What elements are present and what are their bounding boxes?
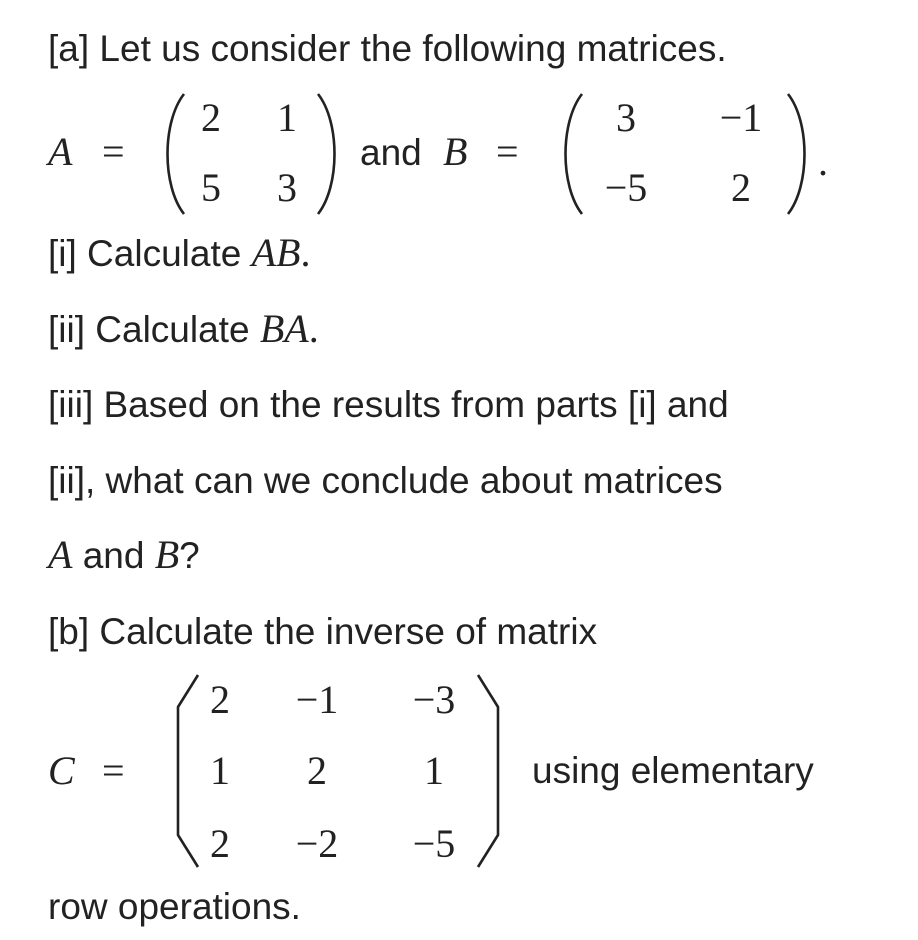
matrix-a-equals: = [102, 129, 125, 174]
matrix-b-period: . [818, 139, 828, 184]
matrix-a-cell: 3 [277, 165, 297, 210]
matrix-c-cell: 2 [307, 748, 327, 793]
matrix-b-cell: −1 [719, 95, 763, 140]
part-b-intro: [b] Calculate the inverse of matrix [48, 611, 598, 652]
question-iii-line1: [iii] Based on the results from parts [i] and [48, 384, 729, 425]
matrix-b-cell: 2 [731, 165, 751, 210]
matrix-c-cell: 2 [210, 821, 230, 866]
matrix-b-cell: −5 [604, 165, 648, 210]
matrix-c-equals: = [102, 748, 125, 793]
matrix-b-equals: = [496, 129, 519, 174]
question-iii-end: ? [179, 535, 200, 576]
question-i-expr: AB [251, 230, 301, 275]
matrix-c-cell: 1 [424, 748, 444, 793]
matrix-b-label: B [443, 129, 468, 174]
matrix-c-cell: −3 [412, 677, 456, 722]
matrix-c-cell: −1 [295, 677, 339, 722]
question-iii-line3 [48, 533, 200, 578]
question-iii-and: and [82, 535, 145, 576]
part-b-suffix: using elementary [532, 750, 814, 791]
question-i [48, 231, 310, 276]
question-i-period: . [300, 230, 311, 275]
matrix-c-cell: 2 [210, 677, 230, 722]
question-ii [48, 307, 319, 352]
matrix-c-cell: −5 [412, 821, 456, 866]
part-b-ending: row operations. [48, 886, 301, 927]
matrix-a-cell: 1 [277, 95, 297, 140]
matrix-a-right-paren [312, 92, 342, 216]
question-i-text: [i] Calculate [48, 233, 242, 274]
question-ii-text: [ii] Calculate [48, 309, 250, 350]
matrix-a-cell: 5 [201, 165, 221, 210]
matrix-b-right-paren [782, 92, 812, 216]
matrix-c-right-paren [474, 673, 508, 869]
matrix-b-cell: 3 [616, 95, 636, 140]
question-iii-b: B [154, 532, 180, 577]
matrix-a-label: A [48, 129, 73, 174]
part-a-intro: [a] Let us consider the following matrices. [48, 28, 727, 69]
matrix-c-cell: −2 [295, 821, 339, 866]
question-iii-line2: [ii], what can we conclude about matrices [48, 460, 723, 501]
question-iii-a: A [48, 532, 73, 577]
question-ii-expr: BA [259, 306, 309, 351]
question-ii-period: . [308, 306, 319, 351]
matrix-c-label: C [48, 748, 75, 793]
matrix-b-left-paren [558, 92, 588, 216]
matrix-c-cell: 1 [210, 748, 230, 793]
matrix-a-cell: 2 [201, 95, 221, 140]
and-text: and [360, 132, 422, 173]
